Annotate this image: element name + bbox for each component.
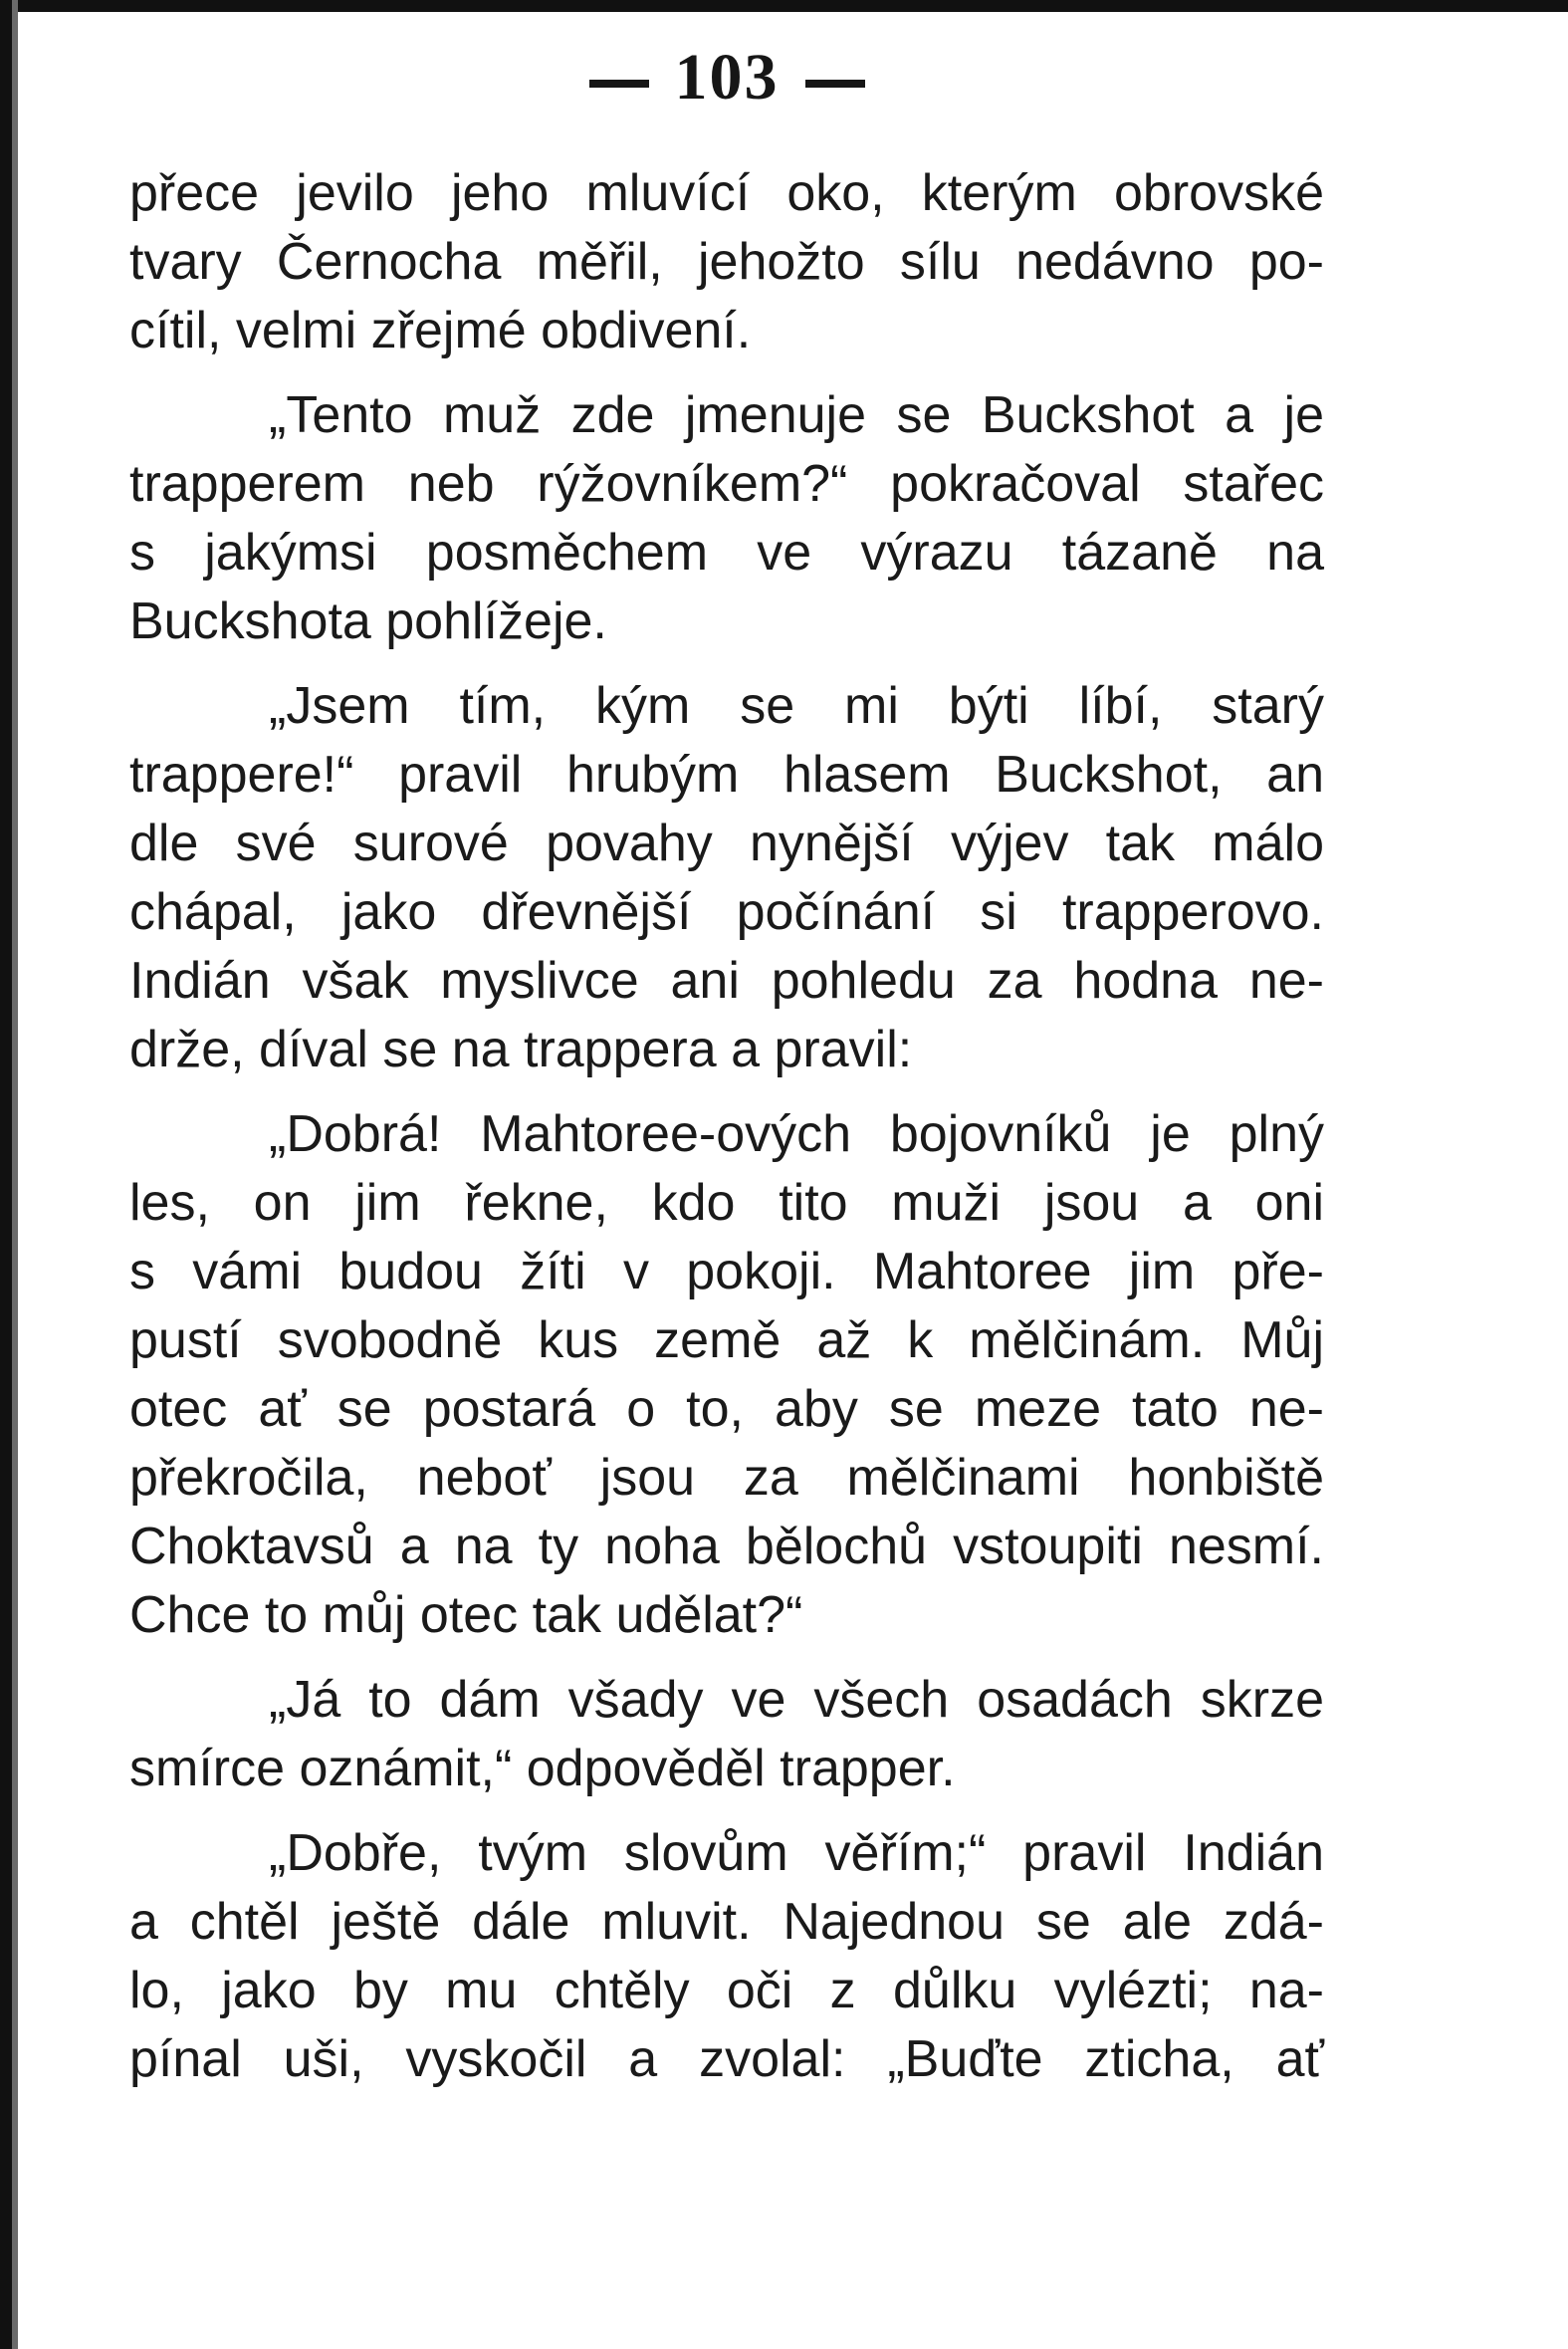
text-line: „Já to dám všady ve všech osadách skrze xyxy=(269,1671,1324,1729)
dash-right-icon xyxy=(805,80,865,88)
paragraph xyxy=(129,381,1324,656)
paragraph xyxy=(129,159,1324,365)
text-line: Choktavsů a na ty noha bělochů vstoupiti nesmí. xyxy=(129,1518,1324,1575)
text-line: smírce oznámit,“ odpověděl trapper. xyxy=(129,1740,956,1797)
text-line: s jakýmsi posměchem ve výrazu tázaně na xyxy=(129,524,1324,582)
text-line: cítil, velmi zřejmé obdivení. xyxy=(129,302,752,359)
paragraph xyxy=(129,672,1324,1084)
text-line: s vámi budou žíti v pokoji. Mahtoree jim pře- xyxy=(129,1243,1324,1300)
text-line: přece jevilo jeho mluvící oko, kterým obrovské xyxy=(129,164,1324,222)
text-line: drže, díval se na trappera a pravil: xyxy=(129,1021,913,1078)
dash-left-icon xyxy=(589,80,649,88)
text-line: dle své surové povahy nynější výjev tak málo xyxy=(129,815,1324,872)
text-line: les, on jim řekne, kdo tito muži jsou a oni xyxy=(129,1174,1324,1232)
text-line: chápal, jako dřevnější počínání si trapperovo. xyxy=(129,883,1324,941)
book-page xyxy=(100,30,1354,2320)
text-line: „Dobře, tvým slovům věřím;“ pravil Indián xyxy=(269,1824,1324,1882)
text-line: lo, jako by mu chtěly oči z důlku vylézti; na- xyxy=(129,1962,1324,2019)
scan-top-edge xyxy=(0,0,1568,12)
scan-left-edge-shadow xyxy=(12,0,18,2349)
paragraph xyxy=(129,1666,1324,1803)
paragraph xyxy=(129,1819,1324,2094)
text-line: otec ať se postará o to, aby se meze tato ne- xyxy=(129,1380,1324,1438)
text-line: překročila, neboť jsou za mělčinami honbiště xyxy=(129,1449,1324,1507)
text-line: Chce to můj otec tak udělat?“ xyxy=(129,1586,803,1644)
text-line: pustí svobodně kus země až k mělčinám. Můj xyxy=(129,1311,1324,1369)
scan-left-edge xyxy=(0,0,12,2349)
page-number-header xyxy=(100,40,1354,116)
text-line: tvary Černocha měřil, jehožto sílu nedávno po- xyxy=(129,233,1324,291)
text-line: Indián však myslivce ani pohledu za hodna ne- xyxy=(129,952,1324,1010)
text-line: a chtěl ještě dále mluvit. Najednou se ale zdá- xyxy=(129,1893,1324,1951)
text-line: „Dobrá! Mahtoree-ových bojovníků je plný xyxy=(269,1105,1324,1163)
text-line: trapperem neb rýžovníkem?“ pokračoval stařec xyxy=(129,455,1324,513)
text-line: „Jsem tím, kým se mi býti líbí, starý xyxy=(269,677,1324,735)
text-line: trappere!“ pravil hrubým hlasem Buckshot, an xyxy=(129,746,1324,804)
page-number: 103 xyxy=(674,41,780,114)
text-line: pínal uši, vyskočil a zvolal: „Buďte zticha, ať xyxy=(129,2030,1324,2088)
text-line: „Tento muž zde jmenuje se Buckshot a je xyxy=(269,386,1324,444)
paragraph xyxy=(129,1100,1324,1650)
body-text xyxy=(129,159,1324,2110)
text-line: Buckshota pohlížeje. xyxy=(129,592,607,650)
